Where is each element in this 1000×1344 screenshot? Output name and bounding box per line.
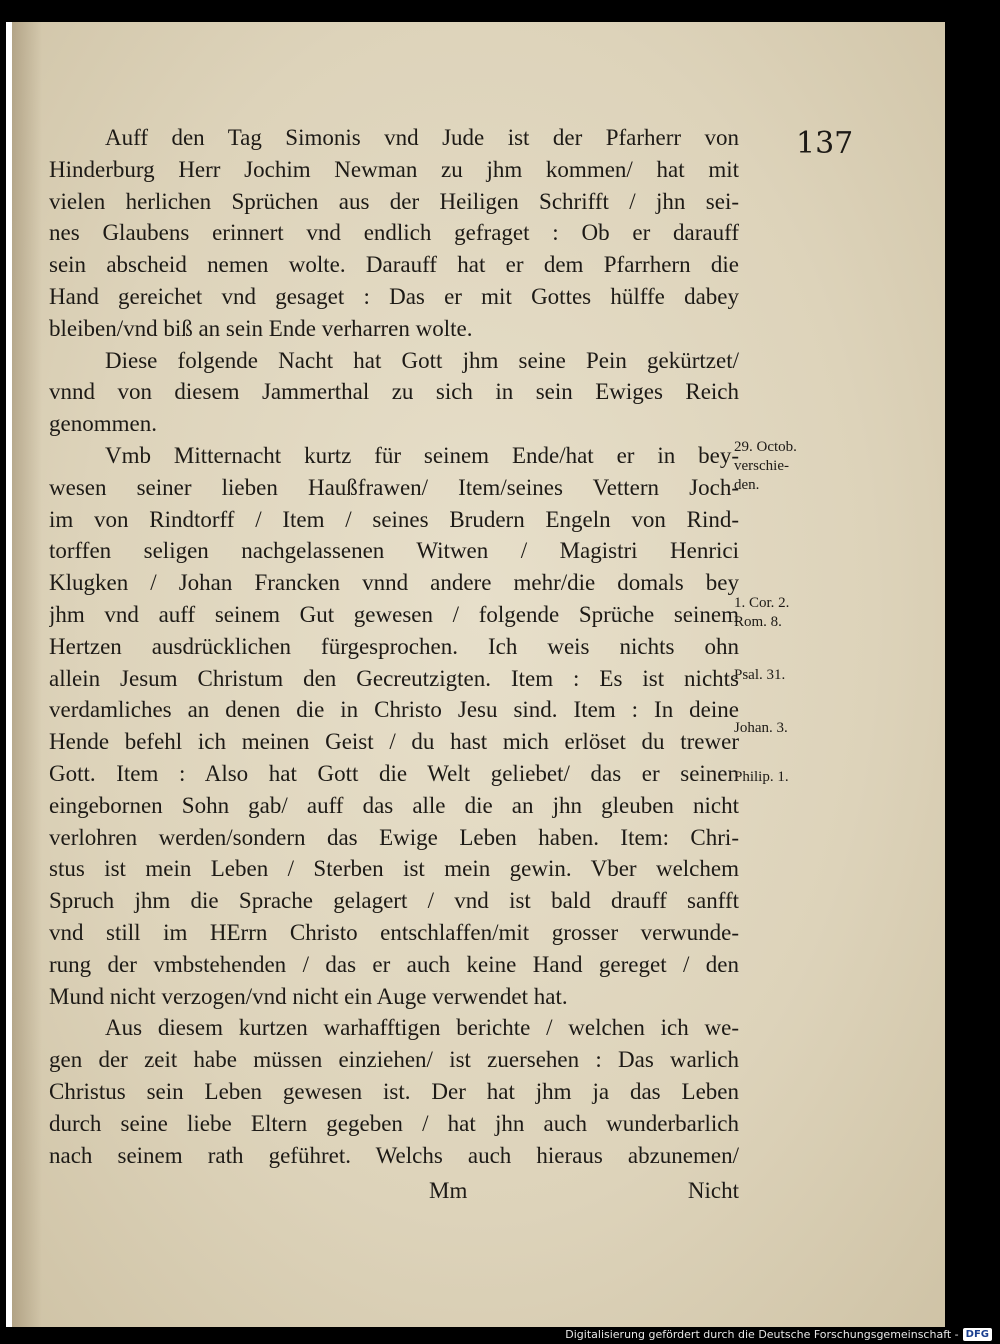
text-line: verdamliches an denen die in Christo Jesu sind. Item : In deine [49,697,739,723]
page-number: 137 [796,126,854,161]
text-line: Vmb Mitternacht kurtz für seinem Ende/hat er in bey- [105,442,739,468]
text-line: verlohren werden/sondern das Ewige Leben haben. Item: Chri- [49,824,739,850]
margin-note-reference [734,594,789,632]
text-line: Hertzen ausdrücklichen fürgesprochen. Ich weis nichts ohn [49,633,739,659]
text-line: vnnd von diesem Jammerthal zu sich in sein Ewiges Reich [49,379,739,405]
text-line: rung der vmbstehenden / das er auch keine Hand gereget / den [49,951,739,977]
text-line: Spruch jhm die Sprache gelagert / vnd ist bald drauff sanfft [49,888,739,914]
text-line: Mund nicht verzogen/vnd nicht ein Auge verwendet hat. [49,983,568,1009]
text-line: nach seinem rath geführet. Welchs auch hieraus abzunemen/ [49,1142,739,1168]
text-line: nes Glaubens erinnert vnd endlich gefraget : Ob er darauff [49,220,739,246]
text-line: durch seine liebe Eltern gegeben / hat jhn auch wunderbarlich [49,1110,739,1136]
text-line: vnd still im HErrn Christo entschlaffen/mit grosser verwunde- [49,919,739,945]
text-line: Diese folgende Nacht hat Gott jhm seine Pein gekürtzet/ [105,347,739,373]
text-line: im von Rindtorff / Item / seines Brudern Engeln von Rind- [49,506,739,532]
text-line: Christus sein Leben gewesen ist. Der hat jhm ja das Leben [49,1078,739,1104]
text-line: wesen seiner lieben Haußfrawen/ Item/seines Vettern Joch- [49,474,739,500]
margin-note-line: 1. Cor. 2. [734,595,790,611]
dfg-logo: DFG [963,1328,992,1341]
margin-note-line: verschie- [734,458,789,474]
text-line: allein Jesum Christum den Gecreutzigten. Item : Es ist nichts [49,665,739,691]
text-line: jhm vnd auff seinem Gut gewesen / folgende Sprüche seinem [49,601,739,627]
margin-note-line: 29. Octob. [734,439,797,455]
signature-mark: Mm [429,1178,468,1204]
text-line: Aus diesem kurtzen warhafftigen berichte / welchen ich we- [105,1015,739,1041]
catchword-line [49,1175,739,1207]
text-line: bleiben/vnd biß an sein Ende verharren wolte. [49,315,473,341]
margin-note-line: Rom. 8. [734,614,782,630]
margin-note-line: den. [734,477,760,493]
text-line: Hand gereichet vnd gesaget : Das er mit Gottes hülffe dabey [49,283,739,309]
text-line: eingebornen Sohn gab/ auff das alle die an jhn gleuben nicht [49,792,739,818]
text-line: vielen herlichen Sprüchen aus der Heiligen Schrifft / jhn sei- [49,188,739,214]
footer-text: Digitalisierung gefördert durch die Deutsche Forschungsgemeinschaft - [565,1328,959,1341]
text-line: genommen. [49,411,157,437]
text-line: Hinderburg Herr Jochim Newman zu jhm kommen/ hat mit [49,156,739,182]
text-line: Gott. Item : Also hat Gott die Welt geliebet/ das er seinen [49,760,739,786]
text-line: stus ist mein Leben / Sterben ist mein gewin. Vber welchem [49,856,739,882]
text-line: Auff den Tag Simonis vnd Jude ist der Pfarherr von [105,125,739,150]
body-text [49,122,739,1207]
book-page [12,22,945,1327]
text-line: Hende befehl ich meinen Geist / du hast mich erlöset du trewer [49,729,739,755]
margin-note-date [734,438,797,495]
digitization-footer [565,1328,992,1341]
text-line: gen der zeit habe müssen einziehen/ ist zuersehen : Das warlich [49,1047,739,1073]
margin-note-reference: Psal. 31. [734,667,786,683]
margin-note-reference: Philip. 1. [734,769,789,785]
text-line: Klugken / Johan Francken vnnd andere mehr/die domals bey [49,570,739,596]
scan-area [6,22,945,1327]
text-line: sein abscheid nemen wolte. Darauff hat er dem Pfarrhern die [49,252,739,278]
catchword: Nicht [687,1178,739,1204]
text-line: torffen seligen nachgelassenen Witwen / Magistri Henrici [49,538,739,564]
margin-note-reference: Johan. 3. [734,720,788,736]
